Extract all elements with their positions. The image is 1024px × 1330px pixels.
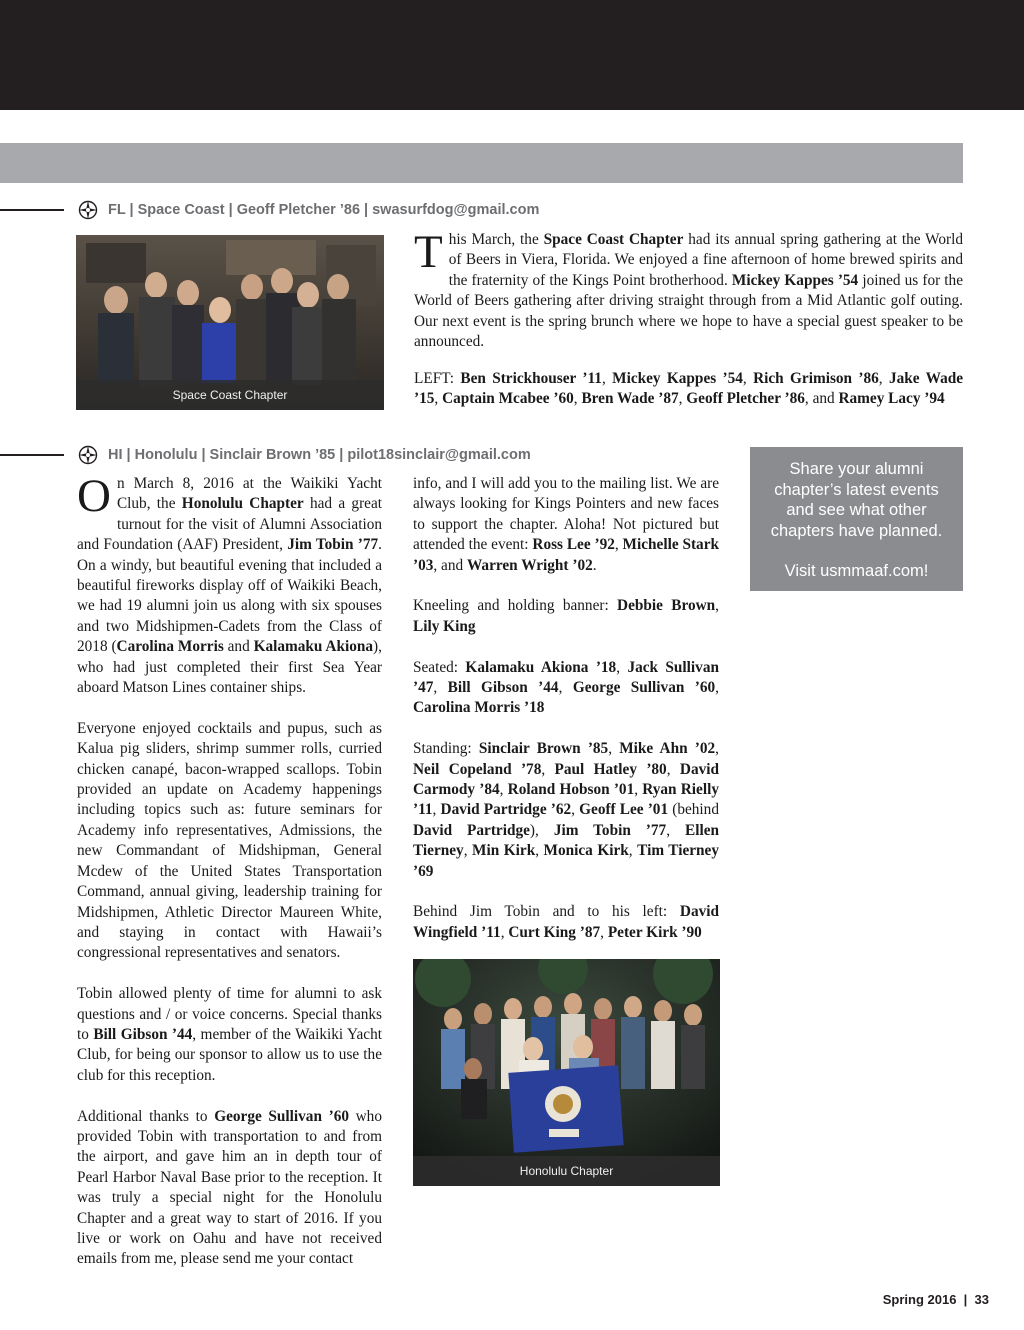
footer-text: Spring 2016 | 33 <box>882 1292 989 1307</box>
drop-cap: O <box>77 470 111 522</box>
name-text: Honolulu Chapter <box>181 495 304 513</box>
name-text: Jack Sullivan ’47 <box>413 658 719 697</box>
name-text: Roland Hobson ’01 <box>507 781 635 799</box>
name-text: Curt King ’87 <box>508 923 601 941</box>
name-text: Warren Wright ’02 <box>466 556 593 574</box>
body-text: Kneeling and holding banner: <box>413 597 618 615</box>
share-events-box <box>750 447 963 591</box>
body-text: , <box>616 658 628 676</box>
paragraph <box>77 984 382 1086</box>
name-text: Paul Hatley ’80 <box>554 760 667 778</box>
honolulu-photo <box>413 959 720 1186</box>
photo-caption: Space Coast Chapter <box>76 380 384 410</box>
body-text: , <box>433 679 448 697</box>
drop-cap: T <box>414 226 443 278</box>
body-text: , and <box>433 556 467 574</box>
body-text: (behind <box>668 801 719 819</box>
name-text: David Carmody ’84 <box>413 760 720 799</box>
name-text: Ben Strickhouser ’11 <box>460 369 602 387</box>
body-text: , <box>666 760 680 778</box>
body-text: , <box>600 923 608 941</box>
share-line: Share your alumni <box>789 460 924 478</box>
body-text: had a great turnout for the visit of Alumni Association and Foundation (AAF) President, <box>77 495 382 554</box>
paragraph <box>413 596 719 637</box>
photo-caption: Honolulu Chapter <box>413 1156 720 1186</box>
body-text: , <box>499 781 508 799</box>
header-rule <box>0 209 64 211</box>
body-text: . On a windy, but beautiful evening that included a beautiful fireworks display off of Waikiki Beach, we had 19 alumni join us along with six spouses and two Midshipmen-Cadets from the Class of 2018 ( <box>77 536 382 656</box>
name-text: Rich Grimison ’86 <box>753 369 879 387</box>
name-text: Geoff Pletcher ’86 <box>686 390 805 408</box>
body-text: joined us for the World of Beers gathering after driving straight through from a Mid Atlantic golf outing. Our next event is the spring brunch where we hope to have a special guest speaker to be announced. <box>414 271 963 351</box>
space-coast-photo <box>76 235 384 410</box>
body-text: Additional thanks to <box>77 1107 215 1125</box>
body-text: , <box>614 536 623 554</box>
body-text: Everyone enjoyed cocktails and pupus, such as Kalua pig sliders, shrimp summer rolls, curried chicken canapé, bacon-wrapped scallops. Tobin provided an update on Academy happenings including topics such as: future seminars for Academy info representatives, Admissions, the new Commandant of Midshipman, General Mcdew of the United States Transportation Command, annual giving, leadership training for Midshipmen, Athletic Director Maureen White, and staying in contact with Hawaii’s congressional representatives and senators. <box>77 719 382 962</box>
name-text: Ramey Lacy ’94 <box>838 390 945 408</box>
section-banner <box>0 143 963 183</box>
paragraph <box>77 1107 382 1270</box>
name-text: Kalamaku Akiona <box>253 638 374 656</box>
body-text: , <box>500 923 509 941</box>
body-text: , <box>715 740 719 758</box>
top-banner <box>0 0 1024 110</box>
share-line: and see what other <box>786 501 927 519</box>
paragraph <box>77 719 382 964</box>
body-text: ), who had just completed their first Sea Year aboard Matson Lines container ships. <box>77 638 382 697</box>
body-text: and <box>223 638 254 656</box>
name-text: George Sullivan ’60 <box>214 1107 349 1125</box>
name-text: Bill Gibson ’44 <box>93 1025 193 1043</box>
fl-article-body <box>414 226 964 430</box>
name-text: David Partridge <box>413 821 530 839</box>
body-text: who provided Tobin with transportation to and from the airport, and gave him an in depth tour of Pearl Harbor Naval Base prior to the reception. It was truly a special night for the Honolulu Chapter and a great way to start of 2016. If you live or work on Oahu and have not received emails from me, please send me your contact <box>77 1107 382 1268</box>
body-text: ), <box>529 821 554 839</box>
name-text: George Sullivan ’60 <box>572 679 716 697</box>
body-text: , <box>541 760 555 778</box>
body-text: , <box>608 740 620 758</box>
name-text: David Partridge ’62 <box>440 801 572 819</box>
paragraph <box>413 474 719 576</box>
name-text: Carolina Morris ’18 <box>413 699 545 717</box>
body-text: , <box>558 679 573 697</box>
name-text: Mickey Kappes ’54 <box>731 271 859 289</box>
paragraph <box>413 902 719 943</box>
hi-article-column-2 <box>413 474 719 964</box>
body-text: , <box>571 801 580 819</box>
name-text: Jim Tobin ’77 <box>287 536 379 554</box>
name-text: Jim Tobin ’77 <box>553 821 667 839</box>
name-text: Ross Lee ’92 <box>532 536 615 554</box>
body-text: info, and I will add you to the mailing list. We are always looking for Kings Pointers and new faces to support the chapter. Aloha! Not pictured but attended the event: <box>413 475 719 554</box>
paragraph <box>413 739 719 882</box>
visit-link[interactable]: Visit usmmaaf.com! <box>784 562 929 580</box>
name-text: Mickey Kappes ’54 <box>612 369 743 387</box>
name-text: Sinclair Brown ’85 <box>478 740 609 758</box>
body-text: LEFT: <box>414 369 461 387</box>
body-text: , <box>715 597 719 615</box>
name-text: Debbie Brown <box>617 597 716 615</box>
name-text: Ellen Tierney <box>413 821 719 860</box>
body-text: n March 8, 2016 at the Waikiki Yacht Club, the <box>116 475 382 513</box>
header-rule <box>0 454 64 456</box>
name-text: Space Coast Chapter <box>543 231 684 248</box>
paragraph <box>77 470 382 698</box>
name-text: Carolina Morris <box>116 638 224 656</box>
name-text: Monica Kirk <box>543 842 629 860</box>
fl-photo-credits <box>414 369 963 410</box>
name-text: Ryan Rielly ’11 <box>413 781 719 819</box>
name-text: Peter Kirk ’90 <box>607 923 702 941</box>
body-text: , <box>601 369 613 387</box>
page-footer <box>883 1292 989 1307</box>
name-text: Jake Wade ’15 <box>414 369 964 408</box>
body-text: , <box>878 369 889 387</box>
body-text: , <box>628 842 638 860</box>
paragraph <box>413 658 719 719</box>
name-text: Bill Gibson ’44 <box>447 679 559 697</box>
body-text: had its annual spring gathering at the World of Beers in Viera, Florida. We enjoyed a fine afternoon of home brewed spirits and the fraternity of the Kings Point brotherhood. <box>448 231 963 289</box>
name-text: Mike Ahn ’02 <box>619 740 716 758</box>
body-text: , <box>535 842 544 860</box>
compass-rose-icon <box>78 445 98 465</box>
name-text: Captain Mcabee ’60 <box>442 390 574 408</box>
body-text: , <box>573 390 582 408</box>
name-text: Lily King <box>413 617 476 635</box>
body-text: , <box>715 679 719 697</box>
body-text: Seated: <box>413 658 466 676</box>
body-text: , <box>434 390 443 408</box>
hi-header-text: HI | Honolulu | Sinclair Brown ’85 | pilot18sinclair@gmail.com <box>108 447 531 463</box>
body-text: , <box>678 390 687 408</box>
body-text: , and <box>804 390 839 408</box>
share-line: chapter’s latest events <box>774 480 939 499</box>
body-text: Standing: <box>413 740 479 758</box>
name-text: Bren Wade ’87 <box>581 390 679 408</box>
name-text: Michelle Stark ’03 <box>413 536 719 574</box>
name-text: Kalamaku Akiona ’18 <box>465 658 617 676</box>
fl-section-header <box>78 200 539 220</box>
body-text: , <box>742 369 754 387</box>
body-text: , <box>432 801 441 819</box>
name-text: Min Kirk <box>472 842 536 860</box>
body-text: . <box>592 556 597 574</box>
name-text: Neil Copeland ’78 <box>413 760 542 778</box>
body-text: , <box>634 781 643 799</box>
name-text: David Wingfield ’11 <box>413 903 719 941</box>
hi-section-header <box>78 445 531 465</box>
fl-header-text: FL | Space Coast | Geoff Pletcher ’86 | swasurfdog@gmail.com <box>108 202 540 218</box>
body-text: , <box>463 842 473 860</box>
body-text: his March, the <box>448 231 544 248</box>
share-line: chapters have planned. <box>770 521 943 540</box>
body-text: Behind Jim Tobin and to his left: <box>413 903 680 921</box>
compass-rose-icon <box>78 200 98 220</box>
body-text: , <box>666 821 685 839</box>
hi-article-column-1 <box>77 470 382 1290</box>
body-text: , member of the Waikiki Yacht Club, for being our sponsor to allow us to use the club for this reception. <box>77 1025 382 1084</box>
name-text: Geoff Lee ’01 <box>579 801 669 819</box>
name-text: Tim Tierney ’69 <box>413 842 719 880</box>
body-text: Tobin allowed plenty of time for alumni to ask questions and / or voice concerns. Special thanks to <box>77 985 382 1043</box>
